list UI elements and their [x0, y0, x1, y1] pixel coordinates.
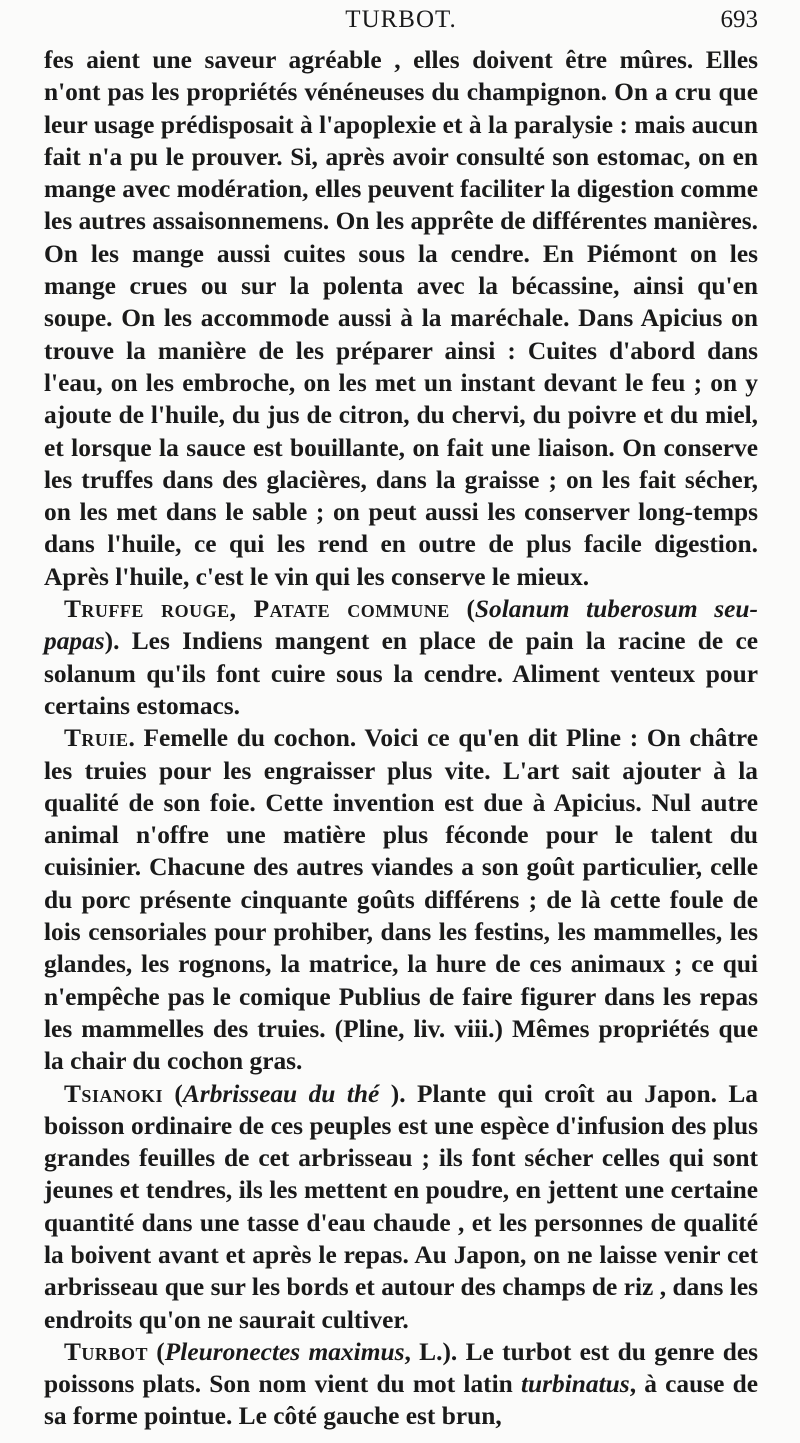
paragraph-truffe-continued [44, 44, 758, 593]
latin-word: turbinatus [521, 1370, 630, 1399]
entry-text: ). Plante qui croît au Japon. La boisson ordinaire de ces peuples est une espèce d'infusion des plus grandes feuilles de cet arbrisseau ; ils font sécher celles qui sont jeunes et tendres, ils les mettent en poudre, en jettent une certaine quantité dans une tasse d'eau chaude , et les personnes de qualité la boivent avant et après le repas. Au Japon, on ne laisse venir cet arbrisseau que sur les bords et autour des champs de riz , dans les endroits qu'on ne saurait cultiver. [44, 1079, 758, 1334]
latin-name: Pleuronectes maximus [164, 1337, 405, 1366]
page-number: 693 [720, 6, 758, 33]
headword: Truie [64, 724, 129, 753]
headword: Turbot [64, 1337, 148, 1366]
body-text [44, 44, 758, 1433]
paragraph-text: fes aient une saveur agréable , elles doivent être mûres. Elles n'ont pas les propriétés vénéneuses du champignon. On a cru que leur usage prédisposait à l'apoplexie et à la paralysie : mais aucun fait n'a pu le prouver. Si, après avoir consulté son estomac, on en mange avec modération, elles peuvent faciliter la digestion comme les autres assaisonnemens. On les apprête de différentes manières. On les mange aussi cuites sous la cendre. En Piémont on les mange crues ou sur la polenta avec la bécassine, ainsi qu'en soupe. On les accommode aussi à la maréchale. Dans Apicius on trouve la manière de les préparer ainsi : Cuites d'abord dans l'eau, on les embroche, on les met un instant devant le feu ; on y ajoute de l'huile, du jus de citron, du chervi, du poivre et du miel, et lorsque la sauce est bouillante, on fait une liaison. On conserve les truffes dans des glacières, dans la graisse ; on les fait sécher, on les met dans le sable ; on peut aussi les conserver long-temps dans l'huile, ce qui les rend en outre de plus facile digestion. Après l'huile, c'est le vin qui les conserve le mieux. [44, 46, 758, 591]
entry-turbot [44, 1336, 758, 1433]
headword: Truffe rouge, Patate commune [64, 595, 450, 624]
entry-text: , à cause de sa forme pointue. Le côté gauche est brun, [44, 1370, 758, 1431]
latin-name: Solanum tuberosum seu-papas [44, 595, 758, 656]
entry-tsianoki [44, 1078, 758, 1336]
paren-open: ( [449, 595, 475, 624]
latin-name: Arbrisseau du thé [182, 1079, 380, 1108]
entry-text: ). Les Indiens mangent en place de pain la racine de ce solanum qu'ils font cuire sous la cendre. Aliment venteux pour certains estomacs. [44, 627, 758, 720]
paren-open: ( [147, 1337, 165, 1366]
running-head: TURBOT. [345, 6, 457, 33]
paren-open: ( [162, 1079, 183, 1108]
headword: Tsianoki [64, 1079, 163, 1108]
entry-truffe-rouge [44, 593, 758, 722]
page-header [44, 6, 758, 44]
entry-truie [44, 722, 758, 1077]
entry-text-mid: , L.). Le turbot est du genre des poissons plats. Son nom vient du mot latin [44, 1337, 758, 1399]
entry-text: . Femelle du cochon. Voici ce qu'en dit Pline : On châtre les truies pour les engraisser plus vite. L'art sait ajouter à la qualité de son foie. Cette invention est due à Apicius. Nul autre animal n'offre une matière plus féconde pour le talent du cuisinier. Chacune des autres viandes a son goût particulier, celle du porc présente cinquante goûts différens ; de là cette foule de lois censoriales pour prohiber, dans les festins, les mammelles, les glandes, les rognons, la matrice, la hure de ces animaux ; ce qui n'empêche pas le comique Publius de faire figurer dans les repas les mammelles des truies. (Pline, liv. viii.) Mêmes propriétés que la chair du cochon gras. [44, 724, 758, 1076]
